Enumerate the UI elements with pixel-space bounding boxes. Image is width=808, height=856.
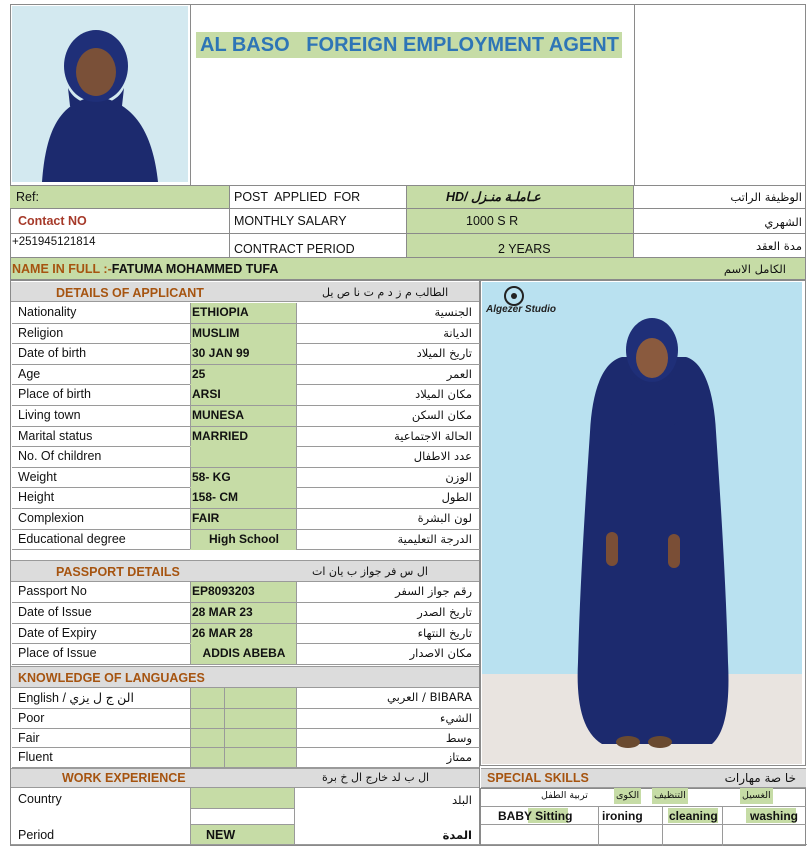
applicant-field-label: Living town [18,408,81,422]
full-name-value: FATUMA MOHAMMED TUFA [111,262,279,276]
applicant-field-ar: العمر [446,366,472,381]
arabic-label: BIBARA / العربي [386,690,472,704]
salary-ar: الشهري [764,215,802,229]
applicant-field-row [12,344,480,365]
applicant-field-row [12,303,480,324]
applicant-field-value: MUNESA [190,406,296,426]
applicant-field-label: Age [18,366,41,381]
post-label: POST APPLIED FOR [234,190,361,204]
language-level-label: Poor [18,711,45,725]
work-period-label: Period [18,828,55,842]
applicant-portrait [12,6,188,182]
skill-ar-ironing: الكوى [614,788,641,804]
passport-field-row [12,603,480,624]
skill-ar-babysitting: تربية الطفل [541,790,588,801]
applicant-field-row [12,365,480,386]
salary-value: 1000 S R [466,214,519,228]
language-level-ar: الشيء [440,711,472,725]
agency-title: AL BASO FOREIGN EMPLOYMENT AGENT [200,34,619,56]
passport-field-value: 26 MAR 28 [190,624,296,644]
post-ar: الوظيفة الراتب [730,190,802,204]
skill-ar-cleaning: التنظيف [652,788,688,804]
passport-field-label: Date of Issue [18,604,92,619]
applicant-field-value: 30 JAN 99 [190,344,296,364]
applicant-field-value: 158- CM [190,488,296,508]
language-level-ar: وسط [445,730,472,745]
applicant-field-ar: مكان السكن [411,408,472,422]
contract-label: CONTRACT PERIOD [234,242,355,256]
applicant-field-row [12,427,480,448]
applicant-field-label: Nationality [18,305,77,319]
passport-field-value: 28 MAR 23 [190,603,296,623]
applicant-field-value: 25 [190,365,296,385]
applicant-field-label: Educational degree [18,531,126,546]
passport-field-label: Passport No [18,584,87,598]
applicant-field-label: Religion [18,325,64,340]
applicant-field-value: MARRIED [190,427,296,447]
english-label: English / الن ج ل يزي [18,691,134,705]
language-level-label: Fair [18,730,40,745]
language-level-row [12,709,480,729]
studio-watermark: Algezer Studio [486,304,557,315]
passport-field-row [12,624,480,645]
passport-field-value: ADDIS ABEBA [190,644,296,664]
applicant-field-value [190,447,296,467]
passport-field-ar: مكان الاصدار [409,646,472,661]
passport-field-label: Date of Expiry [18,625,97,640]
applicant-field-value: FAIR [190,509,296,529]
applicant-heading-ar: الطالب م ز د م ت نا ص يل [322,286,449,299]
work-period-value: NEW [206,828,236,842]
applicant-field-row [12,509,480,530]
applicant-field-row [12,530,480,551]
applicant-field-value: ARSI [190,385,296,405]
applicant-field-label: Date of birth [18,346,87,361]
applicant-field-ar: عدد الاطفال [413,449,472,464]
skills-heading: SPECIAL SKILLS [487,771,589,785]
applicant-field-ar: الديانة [443,325,472,340]
passport-heading: PASSPORT DETAILS [56,565,180,579]
passport-field-label: Place of Issue [18,646,97,661]
full-name [12,261,278,277]
applicant-field-value: ETHIOPIA [190,303,296,323]
language-level-ar: ممتاز [446,750,472,764]
contract-ar: مدة العقد [756,239,802,253]
passport-field-row [12,582,480,603]
contract-value: 2 YEARS [498,242,551,256]
work-heading-ar: ال ب لد خارج ال خ برة [322,771,430,784]
passport-heading-ar: ال س فر جواز ب يان ات [312,565,428,578]
applicant-field-value: High School [190,530,296,550]
applicant-field-label: Weight [18,469,57,484]
applicant-field-ar: الوزن [445,469,472,484]
passport-field-value: EP8093203 [190,582,296,602]
applicant-field-ar: تاريخ الميلاد [416,346,472,361]
skills-heading-ar: خا صة مهارات [724,771,796,785]
applicant-field-row [12,488,480,509]
applicant-field-row [12,406,480,427]
language-level-row [12,729,480,749]
passport-field-ar: تاريخ النتهاء [417,625,472,640]
applicant-field-ar: الطول [441,490,472,505]
applicant-field-ar: لون البشرة [417,511,472,525]
work-country-label: Country [18,792,62,806]
passport-field-row [12,644,480,665]
applicant-field-label: No. Of children [18,449,102,464]
salary-label: MONTHLY SALARY [234,214,347,228]
applicant-field-row [12,385,480,406]
applicant-heading: DETAILS OF APPLICANT [56,286,204,300]
full-name-label: NAME IN FULL :- [12,262,112,276]
full-name-ar: الكامل الاسم [723,262,786,276]
language-level-row [12,748,480,768]
skill-ar-washing: الغسيل [740,788,773,804]
applicant-field-ar: الجنسية [434,305,472,319]
applicant-field-row [12,447,480,468]
language-header-row [12,688,480,709]
applicant-field-label: Complexion [18,511,85,525]
post-value: HD/ عـاملـة منـزل [446,190,541,204]
applicant-field-value: MUSLIM [190,324,296,344]
passport-field-ar: تاريخ الصدر [417,604,472,619]
ref-label: Ref: [16,190,39,204]
applicant-field-ar: الحالة الاجتماعية [394,428,472,443]
applicant-field-row [12,324,480,345]
applicant-field-ar: الدرجة التعليمية [397,531,472,546]
skill-washing: washing [750,809,799,823]
applicant-field-ar: مكان الميلاد [415,387,472,402]
contact-phone: +251945121814 [12,236,96,248]
applicant-field-value: 58- KG [190,468,296,488]
work-country-ar: البلد [451,793,472,807]
photo-frame [480,280,806,766]
skill-cleaning: cleaning [669,809,718,823]
skill-babysitting: BABY Sitting [498,809,573,823]
applicant-field-row [12,468,480,489]
work-period-ar: المدة [442,828,472,842]
language-level-label: Fluent [18,750,53,764]
work-heading: WORK EXPERIENCE [62,771,186,785]
contact-label: Contact NO [18,214,87,228]
applicant-field-label: Place of birth [18,387,91,402]
languages-heading: KNOWLEDGE OF LANGUAGES [18,671,205,685]
skill-ironing: ironing [602,809,643,823]
applicant-field-label: Marital status [18,428,93,443]
passport-field-ar: رقم جواز السفر [395,584,472,598]
applicant-field-label: Height [18,490,55,505]
